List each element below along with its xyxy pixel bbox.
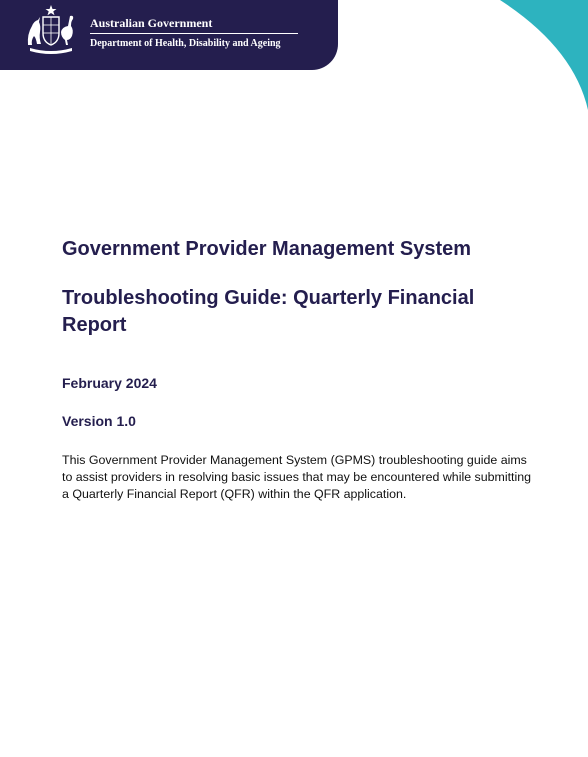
- department-name: Department of Health, Disability and Ageing: [90, 38, 281, 49]
- document-date: February 2024: [62, 375, 157, 391]
- government-name: Australian Government: [90, 16, 213, 30]
- document-version: Version 1.0: [62, 413, 136, 429]
- header-banner: [0, 0, 338, 70]
- header-divider: [90, 33, 298, 34]
- intro-paragraph: This Government Provider Management System (GPMS) troubleshooting guide aims to assist providers in resolving basic issues that may be encountered while submitting a Quarterly Financial Report (QFR) within the QFR application.: [62, 453, 532, 501]
- teal-corner-decoration: [478, 0, 588, 110]
- coat-of-arms-icon: [22, 4, 80, 56]
- document-subtitle: Troubleshooting Guide: Quarterly Financial Report: [62, 287, 475, 336]
- document-title: Government Provider Management System: [62, 238, 472, 260]
